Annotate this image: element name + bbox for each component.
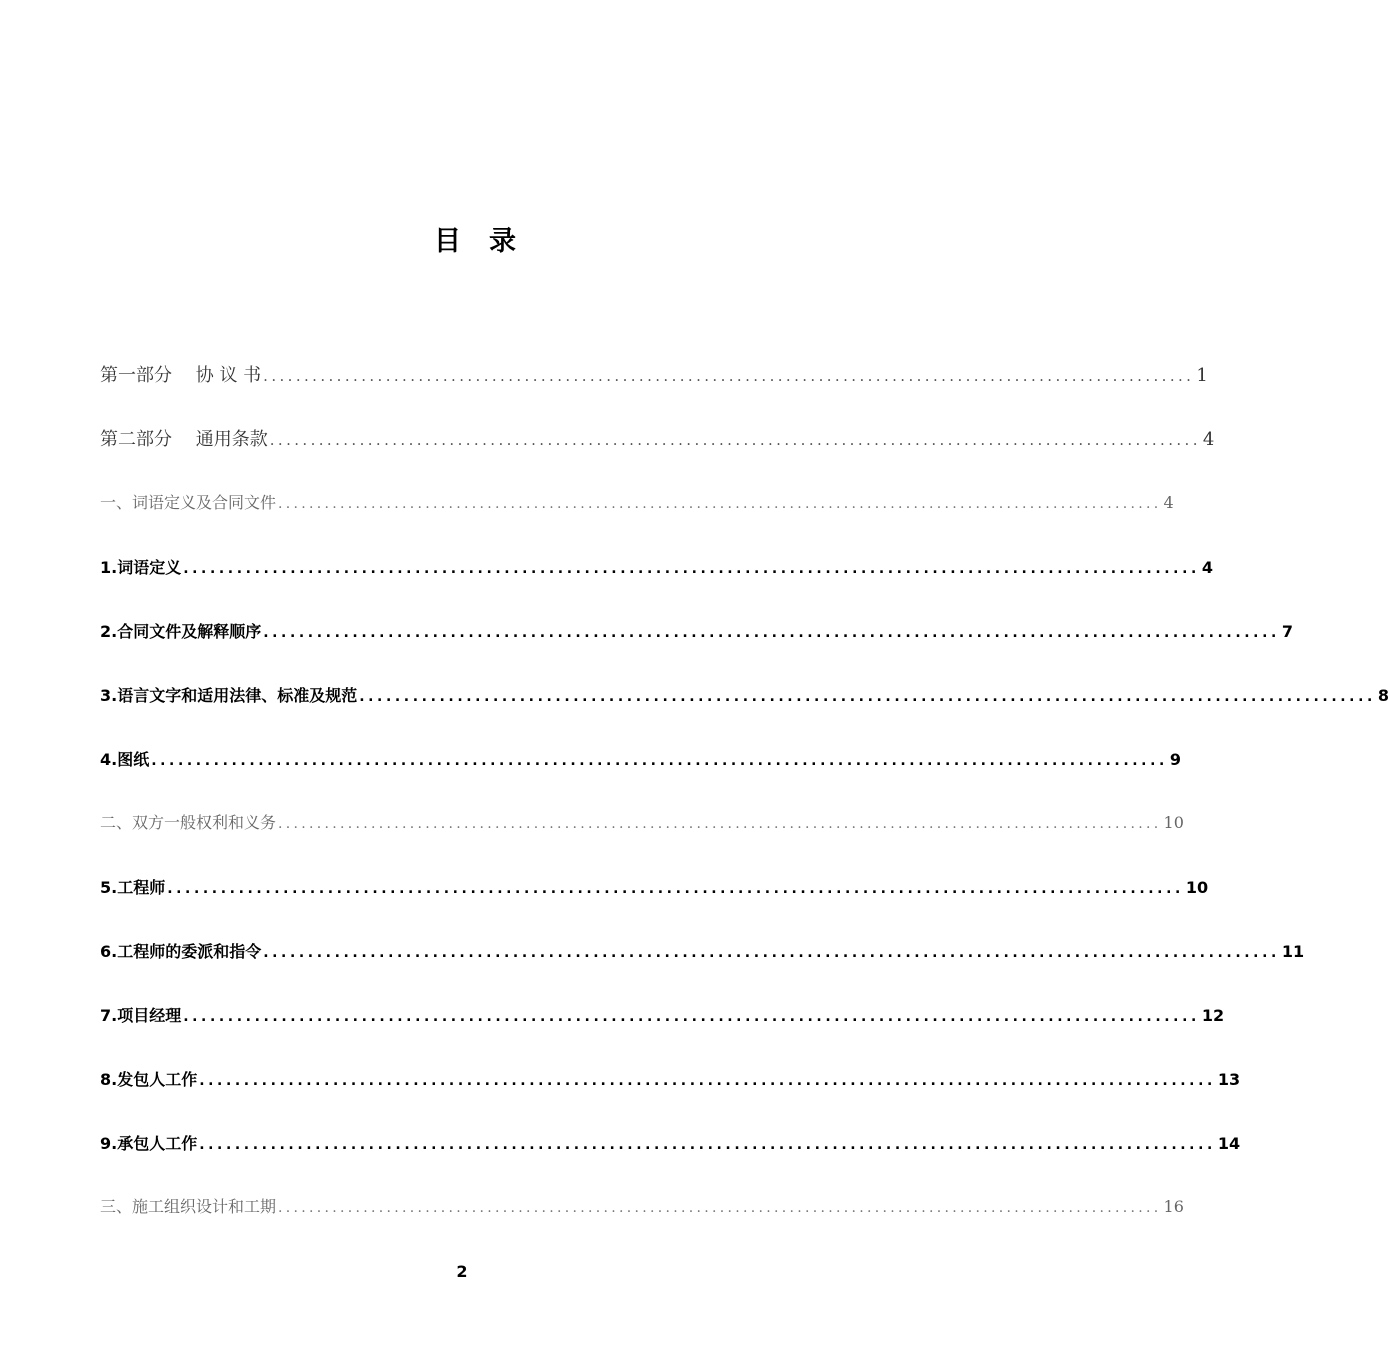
toc-entry-page: 13 — [1217, 1070, 1241, 1089]
toc-entry-page: 8 — [1377, 686, 1389, 705]
toc-entry-text: 二、双方一般权利和义务 — [100, 813, 277, 832]
toc-entry-page: 1 — [1196, 365, 1208, 386]
toc-entry-page: 10 — [1185, 878, 1209, 897]
toc-dot-leader: .................................................................................................................. — [183, 561, 1200, 577]
toc-dot-leader: .................................................................................................................. — [199, 1137, 1216, 1153]
toc-entry-text: 3.语言文字和适用法律、标准及规范 — [100, 686, 358, 705]
toc-entry-page: 12 — [1201, 1006, 1225, 1025]
toc-entry-text: 1.词语定义 — [100, 558, 182, 577]
toc-dot-leader: .................................................................................................................. — [263, 625, 1280, 641]
toc-dot-leader: .................................................................................................................. — [359, 689, 1376, 705]
toc-entry[interactable] — [100, 875, 1209, 901]
toc-entry-text: 三、施工组织设计和工期 — [100, 1197, 277, 1216]
toc-dot-leader: .................................................................................................................. — [263, 945, 1280, 961]
toc-entry[interactable] — [100, 361, 1208, 387]
toc-entry-text: 一、词语定义及合同文件 — [100, 493, 277, 512]
toc-entry-text: 4.图纸 — [100, 750, 150, 769]
toc-entry-page: 7 — [1281, 622, 1294, 641]
toc-entry-text: 8.发包人工作 — [100, 1070, 198, 1089]
toc-entry-text: 7.项目经理 — [100, 1006, 182, 1025]
page-title: 目录 — [434, 226, 544, 257]
toc-entry-page: 4 — [1163, 493, 1174, 512]
toc-entry[interactable] — [100, 683, 1389, 709]
toc-entry-page: 11 — [1281, 942, 1305, 961]
toc-dot-leader: .................................................................................................................. — [263, 367, 1195, 385]
toc-entry-text: 第二部分 通用条款 — [100, 429, 268, 450]
toc-entry[interactable] — [100, 1003, 1225, 1029]
toc-entry[interactable] — [100, 490, 1174, 516]
page-number: 2 — [456, 1262, 468, 1281]
toc-entry-page: 14 — [1217, 1134, 1241, 1153]
toc-entry-text: 6.工程师的委派和指令 — [100, 942, 262, 961]
toc-dot-leader: .................................................................................................................. — [269, 431, 1201, 449]
toc-entry-page: 4 — [1201, 558, 1214, 577]
toc-entry[interactable] — [100, 1067, 1241, 1093]
toc-entry[interactable] — [100, 619, 1294, 645]
toc-entry-page: 16 — [1163, 1197, 1184, 1216]
toc-entry[interactable] — [100, 425, 1215, 451]
toc-entry-page: 4 — [1202, 429, 1215, 450]
toc-dot-leader: .................................................................................................................. — [151, 753, 1168, 769]
toc-entry-text: 2.合同文件及解释顺序 — [100, 622, 262, 641]
toc-entry-text: 5.工程师 — [100, 878, 166, 897]
toc-dot-leader: .................................................................................................................. — [278, 816, 1162, 832]
toc-entry[interactable] — [100, 555, 1214, 581]
toc-entry[interactable] — [100, 1194, 1184, 1220]
toc-entry[interactable] — [100, 1131, 1241, 1157]
toc-entry[interactable] — [100, 939, 1305, 965]
toc-entry-text: 第一部分 协 议 书 — [100, 365, 262, 386]
toc-entry[interactable] — [100, 810, 1184, 836]
toc-dot-leader: .................................................................................................................. — [199, 1073, 1216, 1089]
toc-entry-page: 9 — [1169, 750, 1182, 769]
toc-entry-page: 10 — [1163, 813, 1184, 832]
toc-dot-leader: .................................................................................................................. — [278, 496, 1162, 512]
toc-entry[interactable] — [100, 747, 1182, 773]
toc-dot-leader: .................................................................................................................. — [278, 1200, 1162, 1216]
toc-dot-leader: .................................................................................................................. — [183, 1009, 1200, 1025]
toc-dot-leader: .................................................................................................................. — [167, 881, 1184, 897]
toc-entry-text: 9.承包人工作 — [100, 1134, 198, 1153]
